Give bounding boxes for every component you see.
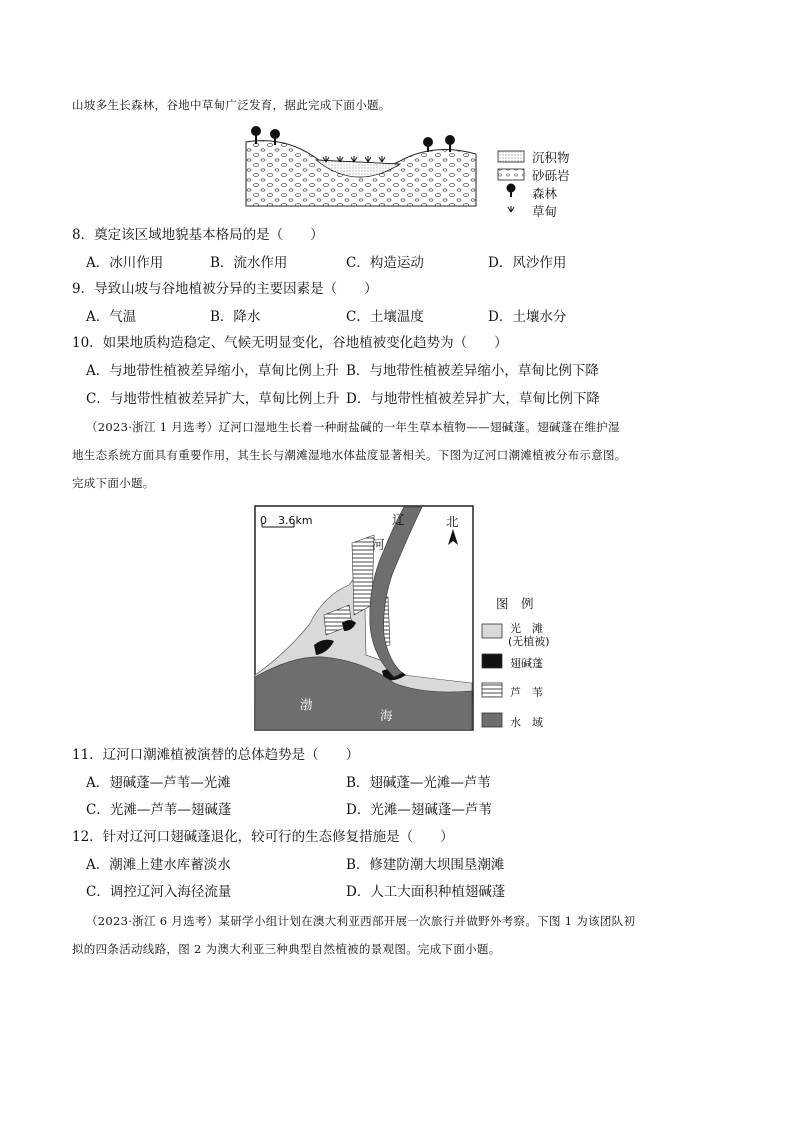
- q11-option-c: C．光滩—芦苇—翅碱蓬: [86, 802, 232, 818]
- q12-option-d: D．人工大面积种植翅碱蓬: [346, 884, 506, 900]
- forest-symbol: [507, 184, 516, 198]
- map-scale-label: 0 3.6km: [260, 514, 313, 527]
- valley-cross-section-figure: [238, 122, 492, 214]
- meadow-symbol: [508, 206, 514, 212]
- legend-bare-flat: 光 滩: [510, 622, 543, 635]
- q8-option-d: D．风沙作用: [488, 255, 567, 271]
- legend-bare-flat-note: (无植被): [508, 635, 550, 648]
- q8-option-c: C．构造运动: [346, 255, 424, 271]
- q9-option-c: C．土壤温度: [346, 309, 424, 325]
- map-river-char-2: 河: [372, 537, 385, 552]
- passage2-line2: 地生态系统方面具有重要作用，其生长与潮滩湿地水体盐度显著相关。下图为辽河口潮滩植被分布示意图。: [72, 448, 627, 462]
- legend-seepweed: 翅碱蓬: [510, 657, 543, 670]
- q12-option-b: B．修建防潮大坝围垦潮滩: [346, 857, 505, 873]
- map-sea-char-2: 海: [380, 708, 393, 723]
- q10-option-b: B．与地带性植被差异缩小，草甸比例下降: [346, 363, 599, 379]
- map-legend-swatches: [480, 620, 504, 730]
- fig1-legend-symbols: [496, 148, 528, 218]
- question-9-stem: 9．导致山坡与谷地植被分异的主要因素是（ ）: [72, 281, 378, 297]
- bare-flat-swatch: [482, 624, 502, 638]
- intro-text: 山坡多生长森林，谷地中草甸广泛发育，据此完成下面小题。: [72, 98, 391, 112]
- passage3-line2: 拟的四条活动线路，图 2 为澳大利亚三种典型自然植被的景观图。完成下面小题。: [72, 942, 501, 956]
- question-10-stem: 10．如果地质构造稳定、气候无明显变化，谷地植被变化趋势为（ ）: [72, 335, 508, 351]
- q11-option-a: A．翅碱蓬—芦苇—光滩: [86, 775, 231, 791]
- passage3-line1: （2023·浙江 6 月选考）某研学小组计划在澳大利亚西部开展一次旅行并做野外考察。下图 1 为该团队初: [86, 914, 636, 928]
- question-11-stem: 11．辽河口潮滩植被演替的总体趋势是（ ）: [72, 747, 360, 763]
- map-river-char-1: 辽: [392, 512, 405, 527]
- water-swatch: [482, 713, 502, 727]
- map-north-label: 北: [446, 514, 459, 529]
- q12-option-c: C．调控辽河入海径流量: [86, 884, 232, 900]
- liaohe-estuary-map: [254, 505, 476, 733]
- q8-option-b: B．流水作用: [210, 255, 288, 271]
- passage2-line3: 完成下面小题。: [72, 476, 155, 490]
- seepweed-swatch: [482, 654, 502, 668]
- q9-option-a: A．气温: [86, 309, 137, 325]
- q10-option-d: D．与地带性植被差异扩大，草甸比例下降: [346, 391, 600, 407]
- question-12-stem: 12．针对辽河口翅碱蓬退化，较可行的生态修复措施是（ ）: [72, 829, 454, 845]
- q12-option-a: A．潮滩上建水库蓄淡水: [86, 857, 231, 873]
- sediment-swatch: [498, 151, 524, 162]
- map-sea-char-1: 渤: [300, 697, 313, 712]
- legend-water: 水 域: [510, 716, 543, 729]
- q10-option-c: C．与地带性植被差异扩大，草甸比例上升: [86, 391, 340, 407]
- q10-option-a: A．与地带性植被差异缩小，草甸比例上升: [86, 363, 339, 379]
- legend-meadow: 草甸: [532, 204, 558, 219]
- map-legend-title: 图 例: [496, 596, 534, 611]
- gravel-swatch: [498, 169, 524, 180]
- legend-reed: 芦 苇: [510, 686, 543, 699]
- legend-sediment: 沉积物: [532, 150, 570, 165]
- legend-gravel: 砂砾岩: [532, 168, 570, 183]
- reed-swatch: [482, 683, 502, 697]
- q11-option-b: B．翅碱蓬—光滩—芦苇: [346, 775, 491, 791]
- q9-option-d: D．土壤水分: [488, 309, 567, 325]
- passage2-line1: （2023·浙江 1 月选考）辽河口湿地生长着一种耐盐碱的一年生草本植物——翅碱蓬。翅碱蓬在维护湿: [86, 420, 620, 434]
- question-8-stem: 8．奠定该区域地貌基本格局的是（ ）: [72, 227, 324, 243]
- legend-forest: 森林: [532, 186, 558, 201]
- q9-option-b: B．降水: [210, 309, 261, 325]
- q8-option-a: A．冰川作用: [86, 255, 164, 271]
- q11-option-d: D．光滩—翅碱蓬—芦苇: [346, 802, 492, 818]
